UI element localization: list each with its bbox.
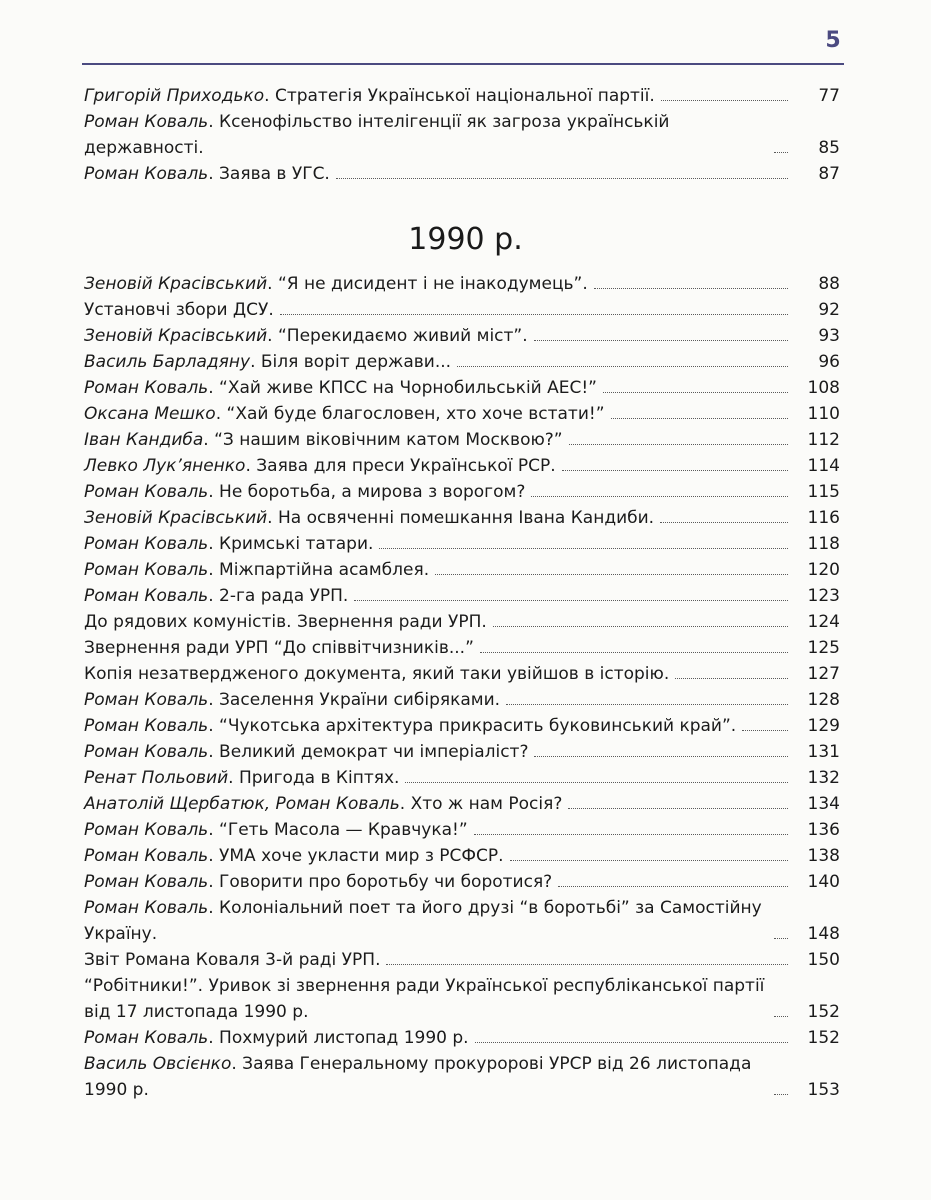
toc-entry-author: Роман Коваль — [84, 742, 209, 762]
toc-entry — [84, 531, 840, 557]
toc-entry-author: Зеновій Красівський — [84, 274, 268, 294]
dot-leader — [475, 1042, 788, 1043]
toc-entry-author: Роман Коваль — [84, 716, 209, 736]
toc-entry-page: 92 — [818, 300, 840, 320]
toc-entry-title: До рядових комуністів. Звернення ради УРП. — [84, 612, 487, 632]
toc-entry-page: 128 — [807, 690, 840, 710]
toc-entry-title: Біля воріт держави... — [260, 352, 452, 372]
toc-entry-text — [84, 947, 380, 973]
dot-leader — [457, 366, 788, 367]
toc-entry-author: Роман Коваль — [84, 560, 209, 580]
toc-entry-page: 85 — [818, 138, 840, 158]
toc-entry-page: 118 — [807, 534, 840, 554]
toc-entry-author: Роман Коваль — [84, 378, 209, 398]
dot-leader — [569, 444, 788, 445]
dot-leader — [386, 964, 788, 965]
toc-entry-page: 87 — [818, 164, 840, 184]
toc-entry-text: Роман Коваль. Кримські татари. — [84, 534, 374, 554]
toc-entry — [84, 83, 840, 109]
toc-entry-text — [84, 297, 274, 323]
toc-entry — [84, 661, 840, 687]
dot-leader — [568, 808, 788, 809]
toc-entry-page: 77 — [818, 86, 840, 106]
toc-entry-title: Говорити про боротьбу чи боротися? — [219, 872, 553, 892]
toc-entry-page: 93 — [818, 326, 840, 346]
toc-entry-text: Роман Коваль. Заселення України сибіряками. — [84, 690, 501, 710]
toc-entry-page: 140 — [807, 872, 840, 892]
dot-leader — [594, 288, 788, 289]
toc-entry-page: 152 — [807, 1028, 840, 1048]
dot-leader — [774, 152, 788, 153]
toc-entry — [84, 349, 840, 375]
toc-entry-author: Анатолій Щербатюк, Роман Коваль — [84, 794, 400, 814]
toc-entry-text — [84, 609, 487, 635]
toc-entry-title: УМА хоче укласти мир з РСФСР. — [219, 846, 504, 866]
dot-leader — [534, 340, 788, 341]
toc-entry-text: Роман Коваль. Говорити про боротьбу чи боротися? — [84, 872, 553, 892]
toc-entry-page: 123 — [807, 586, 840, 606]
toc-entry-author: Роман Коваль — [84, 820, 209, 840]
toc-entry-text: Ренат Польовий. Пригода в Кіптях. — [84, 768, 400, 788]
toc-entry-page: 153 — [807, 1080, 840, 1100]
toc-entry — [84, 791, 840, 817]
toc-entry-author: Роман Коваль — [84, 164, 209, 184]
toc-entry-title: Стратегія Української національної партії. — [274, 86, 655, 106]
dot-leader — [661, 100, 788, 101]
toc-entry-text — [84, 661, 669, 687]
toc-entry-author: Ренат Польовий — [84, 768, 229, 788]
dot-leader — [280, 314, 788, 315]
toc-entry-text: Роман Коваль. “Хай живе КПСС на Чорнобильській АЕС!” — [84, 378, 597, 398]
dot-leader — [558, 886, 788, 887]
toc-entry-text: Роман Коваль. УМА хоче укласти мир з РСФСР. — [84, 846, 504, 866]
toc-entry — [84, 505, 840, 531]
toc-entry-title: Великий демократ чи імперіаліст? — [219, 742, 529, 762]
toc-entry-text: Оксана Мешко. “Хай буде благословен, хто хоче встати!” — [84, 404, 605, 424]
dot-leader — [474, 834, 788, 835]
toc-entry-author: Роман Коваль — [84, 846, 209, 866]
toc-entry-author: Зеновій Красівський — [84, 508, 268, 528]
toc-entry-page: 127 — [807, 664, 840, 684]
toc-entry-text: Зеновій Красівський. “Я не дисидент і не інакодумець”. — [84, 274, 588, 294]
toc-entry-author: Василь Барладяну — [84, 352, 251, 372]
toc-entry-page: 115 — [807, 482, 840, 502]
toc-entry — [84, 765, 840, 791]
dot-leader — [506, 704, 788, 705]
toc-entry-page: 129 — [807, 716, 840, 736]
toc-entry — [84, 583, 840, 609]
toc-entry-author: Левко Лук’яненко — [84, 456, 246, 476]
dot-leader — [510, 860, 788, 861]
toc-entry — [84, 1025, 840, 1051]
toc-entry-text: Роман Коваль. Ксенофільство інтелігенції як загроза українській державності. — [84, 112, 670, 158]
toc-entry — [84, 453, 840, 479]
dot-leader — [774, 938, 788, 939]
toc-entry-title: “Чукотська архітектура прикрасить буковинський край”. — [219, 716, 737, 736]
toc-entry-text: Григорій Приходько. Стратегія Української національної партії. — [84, 86, 655, 106]
dot-leader — [675, 678, 788, 679]
toc-entry-text: Роман Коваль. Не боротьба, а мирова з ворогом? — [84, 482, 526, 502]
dot-leader — [742, 730, 788, 731]
toc-entry-author: Роман Коваль — [84, 586, 209, 606]
dot-leader — [405, 782, 788, 783]
dot-leader — [774, 1094, 788, 1095]
toc-entry-title: Копія незатвердженого документа, який таки увійшов в історію. — [84, 664, 670, 684]
toc-entry-title: Установчі збори ДСУ. — [84, 300, 274, 320]
toc-entry — [84, 375, 840, 401]
toc-list-1990 — [84, 271, 840, 1103]
dot-leader — [603, 392, 788, 393]
toc-entry-title: Колоніальний поет та його друзі “в боротьбі” за Самостійну Україну. — [84, 898, 762, 944]
dot-leader — [660, 522, 788, 523]
toc-entry — [84, 109, 840, 161]
toc-entry — [84, 713, 840, 739]
toc-entry-page: 134 — [807, 794, 840, 814]
toc-entry — [84, 947, 840, 973]
toc-entry-page: 152 — [807, 1002, 840, 1022]
page-number: 5 — [825, 28, 841, 53]
toc-entry-text: Роман Коваль. 2-га рада УРП. — [84, 586, 349, 606]
toc-entry — [84, 635, 840, 661]
toc-entry-title: Не боротьба, а мирова з ворогом? — [219, 482, 526, 502]
toc-entry — [84, 427, 840, 453]
dot-leader — [611, 418, 788, 419]
toc-entry-author: Роман Коваль — [84, 898, 209, 918]
dot-leader — [480, 652, 788, 653]
toc-entry-text: Роман Коваль. Колоніальний поет та його друзі “в боротьбі” за Самостійну Україну. — [84, 898, 762, 944]
toc-entry-title: Заява Генеральному прокуророві УРСР від 26 листопада 1990 р. — [84, 1054, 752, 1100]
toc-entry-page: 150 — [807, 950, 840, 970]
toc-entry-title: “Хай буде благословен, хто хоче встати!” — [226, 404, 605, 424]
toc-entry-author: Іван Кандиба — [84, 430, 204, 450]
section-heading-1990: 1990 р. — [408, 222, 523, 257]
toc-entry — [84, 323, 840, 349]
toc-entry-page: 114 — [807, 456, 840, 476]
toc-entry-text: Василь Барладяну. Біля воріт держави... — [84, 352, 452, 372]
toc-entry-title: Кримські татари. — [219, 534, 374, 554]
toc-entry — [84, 973, 840, 1025]
toc-entry-author: Роман Коваль — [84, 1028, 209, 1048]
toc-entry — [84, 739, 840, 765]
toc-entry — [84, 1051, 840, 1103]
toc-entry-title: “З нашим віковічним катом Москвою?” — [214, 430, 563, 450]
toc-entry — [84, 479, 840, 505]
toc-entry-title: “Робітники!”. Уривок зі звернення ради Української республіканської партії від 17 листопада 1990 р. — [84, 976, 765, 1022]
dot-leader — [336, 178, 788, 179]
toc-entry-author: Роман Коваль — [84, 534, 209, 554]
toc-entry-page: 138 — [807, 846, 840, 866]
toc-entry-author: Зеновій Красівський — [84, 326, 268, 346]
toc-entry-text — [84, 973, 768, 1025]
header-rule — [82, 63, 844, 65]
toc-entry-text: Роман Коваль. Великий демократ чи імперіаліст? — [84, 742, 529, 762]
toc-entry — [84, 297, 840, 323]
toc-entry-text: Роман Коваль. Заява в УГС. — [84, 164, 330, 184]
toc-entry-title: Міжпартійна асамблея. — [219, 560, 430, 580]
toc-entry-title: Ксенофільство інтелігенції як загроза українській державності. — [84, 112, 670, 158]
toc-entry-page: 120 — [807, 560, 840, 580]
toc-list-top — [84, 83, 840, 187]
toc-entry-text: Іван Кандиба. “З нашим віковічним катом Москвою?” — [84, 430, 563, 450]
toc-entry — [84, 869, 840, 895]
toc-entry — [84, 161, 840, 187]
toc-entry-text: Роман Коваль. “Чукотська архітектура прикрасить буковинський край”. — [84, 716, 737, 736]
toc-entry — [84, 687, 840, 713]
toc-entry-title: “Геть Масола — Кравчука!” — [219, 820, 468, 840]
toc-entry-title: Заселення України сибіряками. — [219, 690, 501, 710]
toc-entry-text: Зеновій Красівський. На освяченні помешкання Івана Кандиби. — [84, 508, 655, 528]
toc-entry-text: Роман Коваль. Похмурий листопад 1990 р. — [84, 1028, 469, 1048]
toc-entry-text: Василь Овсієнко. Заява Генеральному прокуророві УРСР від 26 листопада 1990 р. — [84, 1054, 752, 1100]
toc-entry — [84, 401, 840, 427]
dot-leader — [534, 756, 788, 757]
dot-leader — [435, 574, 788, 575]
dot-leader — [354, 600, 788, 601]
toc-entry-page: 148 — [807, 924, 840, 944]
toc-entry-author: Григорій Приходько — [84, 86, 265, 106]
toc-entry-page: 108 — [807, 378, 840, 398]
dot-leader — [531, 496, 788, 497]
toc-entry-title: “Хай живе КПСС на Чорнобильській АЕС!” — [219, 378, 597, 398]
toc-entry-title: Заява в УГС. — [219, 164, 330, 184]
toc-entry-text: Анатолій Щербатюк, Роман Коваль. Хто ж нам Росія? — [84, 794, 563, 814]
toc-entry-author: Роман Коваль — [84, 872, 209, 892]
toc-entry-page: 116 — [807, 508, 840, 528]
toc-entry-author: Роман Коваль — [84, 690, 209, 710]
toc-entry-author: Оксана Мешко — [84, 404, 216, 424]
dot-leader — [379, 548, 788, 549]
dot-leader — [493, 626, 788, 627]
dot-leader — [562, 470, 788, 471]
toc-entry — [84, 609, 840, 635]
toc-entry-page: 131 — [807, 742, 840, 762]
toc-entry-title: На освяченні помешкання Івана Кандиби. — [277, 508, 655, 528]
toc-entry-page: 125 — [807, 638, 840, 658]
toc-entry-page: 124 — [807, 612, 840, 632]
toc-entry — [84, 557, 840, 583]
toc-entry-title: Заява для преси Української РСР. — [256, 456, 556, 476]
toc-entry-text — [84, 635, 474, 661]
toc-entry-title: Похмурий листопад 1990 р. — [219, 1028, 469, 1048]
toc-entry-title: Звіт Романа Коваля 3-й раді УРП. — [84, 950, 381, 970]
toc-entry-title: Пригода в Кіптях. — [238, 768, 400, 788]
toc-entry — [84, 895, 840, 947]
toc-entry-author: Роман Коваль — [84, 112, 209, 132]
toc-entry-page: 136 — [807, 820, 840, 840]
toc-entry-page: 112 — [807, 430, 840, 450]
toc-entry-text: Левко Лук’яненко. Заява для преси Української РСР. — [84, 456, 556, 476]
toc-entry-page: 132 — [807, 768, 840, 788]
toc-entry-title: Звернення ради УРП “До співвітчизників...” — [84, 638, 474, 658]
toc-entry-text: Роман Коваль. “Геть Масола — Кравчука!” — [84, 820, 468, 840]
toc-entry-page: 88 — [818, 274, 840, 294]
toc-entry-text: Роман Коваль. Міжпартійна асамблея. — [84, 560, 430, 580]
toc-entry-page: 96 — [818, 352, 840, 372]
toc-entry-text: Зеновій Красівський. “Перекидаємо живий міст”. — [84, 326, 528, 346]
toc-entry-page: 110 — [807, 404, 840, 424]
toc-entry-author: Василь Овсієнко — [84, 1054, 232, 1074]
dot-leader — [774, 1016, 788, 1017]
toc-entry — [84, 271, 840, 297]
toc-entry — [84, 843, 840, 869]
toc-entry-title: 2-га рада УРП. — [219, 586, 349, 606]
toc-entry — [84, 817, 840, 843]
toc-entry-title: “Перекидаємо живий міст”. — [277, 326, 528, 346]
toc-entry-title: “Я не дисидент і не інакодумець”. — [277, 274, 588, 294]
toc-entry-author: Роман Коваль — [84, 482, 209, 502]
toc-entry-title: Хто ж нам Росія? — [410, 794, 563, 814]
